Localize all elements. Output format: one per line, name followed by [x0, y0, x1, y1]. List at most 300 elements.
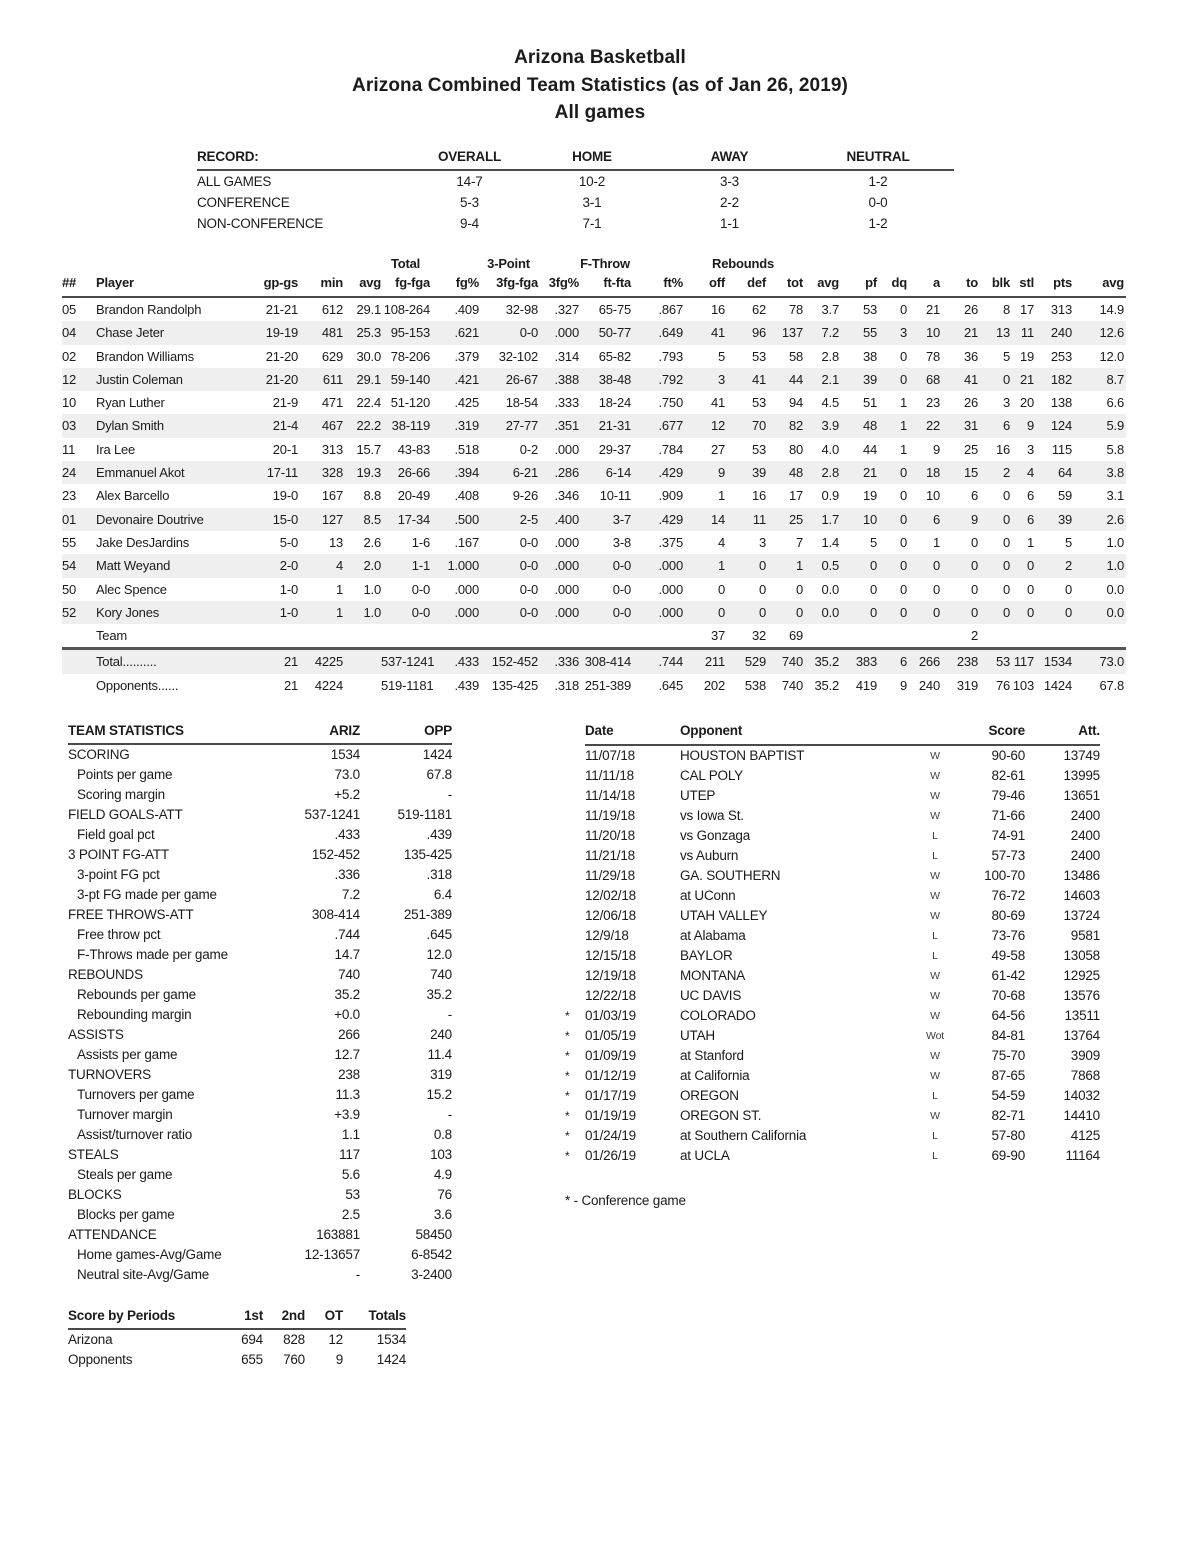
stat-cell: 1.0 [363, 604, 381, 620]
stat-cell [579, 624, 631, 647]
team-stat-ariz-value: .336 [334, 867, 360, 882]
conference-game-marker [565, 926, 585, 946]
stat-cell: .744 [658, 654, 683, 670]
stat-cell: 94 [788, 395, 803, 411]
stat-cell: 135-425 [491, 677, 538, 693]
stat-cell: .439 [454, 677, 479, 693]
game-date: 01/26/19 [585, 1148, 636, 1163]
stat-cell: 5 [869, 534, 877, 550]
record-value: 2-2 [720, 195, 739, 210]
schedule-game-row [565, 1126, 1100, 1146]
stat-cell: 740 [781, 677, 803, 693]
team-stat-ariz-value: .744 [334, 927, 360, 942]
team-stat-ariz-value: 7.2 [341, 887, 360, 902]
team-stat-label: Turnover margin [77, 1107, 173, 1122]
stat-cell: 15-0 [272, 511, 298, 527]
opponents-row [62, 674, 1126, 697]
schedule-game-row [565, 846, 1100, 866]
stat-cell: 8.7 [1106, 371, 1124, 387]
team-stat-opp-value: .318 [426, 867, 452, 882]
stat-cell [298, 624, 343, 647]
stat-cell: 29.1 [356, 371, 381, 387]
team-stat-label: FREE THROWS-ATT [68, 907, 194, 922]
game-score: 69-90 [991, 1148, 1025, 1163]
stat-cell: 30.0 [356, 348, 381, 364]
player-number: 24 [62, 465, 77, 481]
stat-cell: 6-21 [512, 465, 538, 481]
stat-cell: .408 [454, 488, 479, 504]
stat-cell: 22 [925, 418, 940, 434]
stat-cell: 3 [717, 371, 725, 387]
game-score: 71-66 [991, 808, 1025, 823]
game-score: 90-60 [991, 748, 1025, 763]
stat-cell: .336 [554, 654, 579, 670]
stat-cell: .388 [554, 371, 579, 387]
stat-cell: 5 [717, 348, 725, 364]
player-number: 03 [62, 418, 77, 434]
team-stat-opp-value: 35.2 [426, 987, 452, 1002]
stat-cell: 467 [321, 418, 343, 434]
team-stat-opp-value: 0.8 [433, 1127, 452, 1142]
stat-column-header: pf [865, 275, 877, 290]
team-stat-ariz-value: - [355, 1267, 360, 1282]
stat-cell: 1 [717, 488, 725, 504]
player-name: Ryan Luther [96, 395, 165, 411]
team-statistics-table [68, 720, 452, 1285]
stat-cell: 1424 [1043, 677, 1072, 693]
stat-cell: 0 [1002, 488, 1010, 504]
team-stat-opp-value: 15.2 [426, 1087, 452, 1102]
game-result: W [930, 1070, 940, 1082]
stat-cell: 0 [1026, 604, 1034, 620]
stat-cell: 55 [862, 325, 877, 341]
game-date: 01/24/19 [585, 1128, 636, 1143]
stat-cell: 95-153 [390, 325, 430, 341]
team-stats-header-ariz: ARIZ [329, 723, 360, 738]
stat-column-header: avg [1102, 275, 1124, 290]
stat-cell: 3.7 [821, 302, 839, 317]
conference-game-marker [565, 766, 585, 786]
stat-cell: 65-82 [598, 348, 631, 364]
stat-cell: 50-77 [598, 325, 631, 341]
record-row-label: NON-CONFERENCE [197, 216, 324, 231]
team-stat-row [68, 1085, 452, 1105]
conference-game-marker [565, 906, 585, 926]
schedule-rows [565, 746, 1100, 1166]
stat-cell: 78 [925, 348, 940, 364]
schedule-header-date: Date [585, 723, 614, 738]
record-header-overall: OVERALL [437, 149, 502, 164]
stat-cell: 319 [956, 677, 978, 693]
periods-value: 1424 [376, 1352, 406, 1367]
stat-cell: 3-8 [612, 534, 631, 550]
stat-cell: 10 [862, 511, 877, 527]
stat-cell: .429 [658, 465, 683, 481]
stat-cell: 3 [1026, 441, 1034, 457]
stat-column-header: ft% [663, 275, 683, 290]
game-attendance: 13724 [1063, 908, 1100, 923]
game-result: L [932, 1090, 938, 1102]
record-header-label: RECORD: [197, 149, 259, 164]
game-opponent: COLORADO [680, 1008, 756, 1023]
stat-cell: 3.1 [1106, 488, 1124, 504]
schedule-table [565, 720, 1100, 1166]
stat-cell: 2 [1064, 558, 1072, 574]
stat-cell: 0 [899, 534, 907, 550]
record-header-away: AWAY [710, 149, 749, 164]
stat-cell: 44 [862, 441, 877, 457]
stat-cell: .645 [658, 677, 683, 693]
player-number: 04 [62, 325, 77, 341]
stat-cell: 21-4 [272, 418, 298, 434]
team-stat-opp-value: 6-8542 [411, 1247, 452, 1262]
stat-cell: 0 [795, 581, 803, 597]
stat-cell: 80 [788, 441, 803, 457]
stat-cell [343, 624, 381, 647]
stat-cell [479, 624, 538, 647]
game-opponent: vs Gonzaga [680, 828, 751, 843]
stat-cell [343, 650, 381, 673]
stat-cell [978, 624, 1010, 647]
stat-cell: 17-34 [397, 511, 430, 527]
team-stat-row [68, 905, 452, 925]
game-attendance: 14410 [1063, 1108, 1100, 1123]
stat-cell: 5.8 [1106, 441, 1124, 457]
stat-cell: 0-0 [519, 534, 538, 550]
game-attendance: 13576 [1063, 988, 1100, 1003]
stat-cell: 21 [283, 677, 298, 693]
stat-cell: 53 [862, 302, 877, 317]
player-name: Devonaire Doutrive [96, 511, 204, 527]
stat-cell: 612 [321, 302, 343, 317]
periods-row-label: Opponents [68, 1352, 133, 1367]
stat-column-header-row [62, 272, 1126, 298]
stat-cell: 13 [995, 325, 1010, 341]
game-result: L [932, 1130, 938, 1142]
stat-cell: .000 [554, 604, 579, 620]
team-stat-opp-value: - [447, 1107, 452, 1122]
stat-cell: 6.6 [1106, 395, 1124, 411]
player-row [62, 414, 1126, 437]
team-stat-ariz-value: 308-414 [311, 907, 360, 922]
conference-game-marker: * [565, 1029, 570, 1043]
stat-cell: 1 [717, 558, 725, 574]
stat-cell: .518 [454, 441, 479, 457]
player-number [62, 624, 92, 647]
stat-cell: 251-389 [584, 677, 631, 693]
stat-cell: 21 [862, 465, 877, 481]
stat-cell: 31 [963, 418, 978, 434]
team-stat-row [68, 785, 452, 805]
record-value: 9-4 [460, 216, 479, 231]
schedule-game-row [565, 1046, 1100, 1066]
stat-cell: 1 [932, 534, 940, 550]
stat-cell: 73.0 [1099, 654, 1124, 670]
stat-cell: .433 [454, 654, 479, 670]
stat-cell: 5-0 [279, 534, 298, 550]
player-row [62, 578, 1126, 601]
stat-cell: 2.8 [821, 465, 839, 481]
stat-cell: 167 [321, 488, 343, 504]
stat-cell: 10 [925, 488, 940, 504]
stat-cell: 17-11 [266, 465, 298, 481]
schedule-game-row [565, 1026, 1100, 1046]
team-stat-row [68, 1185, 452, 1205]
total-row [62, 647, 1126, 673]
stat-cell: 25 [788, 511, 803, 527]
team-stat-label: Home games-Avg/Game [77, 1247, 222, 1262]
game-attendance: 13764 [1063, 1028, 1100, 1043]
team-stat-label: 3-pt FG made per game [77, 887, 217, 902]
game-opponent: at UCLA [680, 1148, 730, 1163]
stat-cell: 6 [1026, 488, 1034, 504]
schedule-game-row [565, 886, 1100, 906]
conference-game-marker [565, 846, 585, 866]
record-header-row [197, 147, 954, 171]
stat-cell: 53 [751, 441, 766, 457]
stat-cell: 19-19 [265, 325, 298, 341]
stat-cell: 138 [1050, 395, 1072, 411]
player-name: Dylan Smith [96, 418, 164, 434]
stat-column-header: min [320, 275, 343, 290]
stat-cell [877, 624, 907, 647]
team-stat-ariz-value: .433 [334, 827, 360, 842]
game-opponent: GA. SOUTHERN [680, 868, 781, 883]
team-stat-opp-value: - [447, 1007, 452, 1022]
stat-cell: 53 [751, 348, 766, 364]
title-subtitle: All games [554, 102, 646, 123]
stat-cell: 0 [899, 511, 907, 527]
stat-cell: 19.3 [356, 465, 381, 481]
stat-cell: 9 [932, 441, 940, 457]
stat-cell: 0 [899, 302, 907, 317]
stat-cell: 38-119 [391, 418, 430, 434]
team-stat-ariz-value: 266 [338, 1027, 360, 1042]
stat-cell: 0-0 [519, 325, 538, 341]
stat-cell: 25.3 [356, 325, 381, 341]
game-date: 12/06/18 [585, 908, 636, 923]
stat-column-header: avg [359, 275, 381, 290]
game-date: 11/20/18 [585, 828, 635, 843]
stat-cell: 15.7 [356, 441, 381, 457]
stat-column-header: gp-gs [263, 275, 298, 290]
record-header-home: HOME [572, 149, 612, 164]
stat-cell: 36 [963, 348, 978, 364]
stat-cell: 0-0 [519, 604, 538, 620]
team-stats-rows [68, 745, 452, 1285]
stat-cell: 1-1 [411, 558, 430, 574]
stat-cell: .314 [554, 348, 579, 364]
team-stat-row [68, 745, 452, 765]
stat-cell: .000 [454, 604, 479, 620]
stat-cell: 4225 [314, 654, 343, 670]
stat-cell: .327 [554, 302, 579, 317]
group-header-3point: 3-Point [487, 256, 530, 271]
stat-cell [1034, 624, 1072, 647]
game-score: 57-73 [991, 848, 1025, 863]
stat-cell: 1-0 [279, 604, 298, 620]
player-row [62, 391, 1126, 414]
stat-column-header: a [932, 275, 940, 290]
stat-cell: .792 [658, 371, 683, 387]
stat-cell: 16 [751, 488, 766, 504]
stat-cell: 1.000 [447, 558, 479, 574]
team-stat-label: SCORING [68, 747, 130, 762]
team-stat-row [68, 1105, 452, 1125]
schedule-game-row [565, 1066, 1100, 1086]
stat-cell: 0 [869, 604, 877, 620]
stat-cell: 9-26 [512, 488, 538, 504]
stat-cell: 32 [751, 628, 766, 644]
player-number: 02 [62, 348, 77, 364]
stat-cell: 32-98 [505, 302, 538, 317]
game-score: 74-91 [991, 828, 1025, 843]
game-date: 01/19/19 [585, 1108, 636, 1123]
stat-cell: 0 [1002, 534, 1010, 550]
schedule-game-row [565, 1006, 1100, 1026]
stat-cell: 14 [710, 511, 725, 527]
periods-value: 9 [335, 1352, 343, 1367]
game-date: 11/14/18 [585, 788, 635, 803]
stat-cell: 21-9 [272, 395, 298, 411]
team-stat-opp-value: 519-1181 [397, 807, 452, 822]
stat-cell: 68 [925, 371, 940, 387]
periods-value: 12 [328, 1332, 343, 1347]
stat-cell: 23 [925, 395, 940, 411]
team-stat-ariz-value: 163881 [316, 1227, 360, 1242]
stat-cell: .400 [554, 511, 579, 527]
stat-cell: 82 [788, 418, 803, 434]
stat-cell: 0 [899, 558, 907, 574]
team-stat-ariz-value: 12-13657 [304, 1247, 360, 1262]
team-stat-label: REBOUNDS [68, 967, 143, 982]
player-number: 52 [62, 604, 77, 620]
record-value: 14-7 [456, 174, 483, 189]
game-attendance: 13749 [1063, 748, 1100, 763]
game-attendance: 14603 [1063, 888, 1100, 903]
game-result: W [930, 1050, 940, 1062]
game-attendance: 3909 [1070, 1048, 1100, 1063]
stat-cell: 18-24 [598, 395, 631, 411]
team-stat-ariz-value: +0.0 [334, 1007, 360, 1022]
stat-cell: 3 [899, 325, 907, 341]
game-date: 01/03/19 [585, 1008, 636, 1023]
record-value: 7-1 [582, 216, 602, 231]
stat-cell: .394 [454, 465, 479, 481]
game-result: L [932, 830, 938, 842]
stat-cell: 0 [869, 581, 877, 597]
schedule-game-row [565, 1086, 1100, 1106]
stat-cell: 0.0 [821, 604, 839, 620]
schedule-game-row [565, 966, 1100, 986]
team-stat-ariz-value: 5.6 [341, 1167, 360, 1182]
stat-cell: 41 [963, 371, 978, 387]
player-row [62, 461, 1126, 484]
team-stat-ariz-value: 238 [338, 1067, 360, 1082]
team-stat-row [68, 1165, 452, 1185]
game-opponent: at California [680, 1068, 750, 1083]
team-stat-label: BLOCKS [68, 1187, 122, 1202]
stat-cell: 471 [321, 395, 343, 411]
stat-cell: 1 [899, 441, 907, 457]
schedule-game-row [565, 766, 1100, 786]
team-stat-opp-value: 3.6 [433, 1207, 452, 1222]
stat-cell: 26-66 [397, 465, 430, 481]
stat-column-header: fg-fga [395, 275, 430, 290]
stat-cell: 419 [855, 677, 877, 693]
game-date: 12/02/18 [585, 888, 636, 903]
game-result: L [932, 1150, 938, 1162]
game-result: W [930, 770, 940, 782]
stat-cell: 152-452 [491, 654, 538, 670]
stat-cell: 0 [758, 581, 766, 597]
player-row [62, 531, 1126, 554]
stat-cell: 124 [1050, 418, 1072, 434]
stat-cell: 5 [1064, 534, 1072, 550]
conference-game-marker: * [565, 1089, 570, 1103]
record-value: 3-3 [720, 174, 739, 189]
schedule-header-opponent: Opponent [680, 723, 743, 738]
player-row [62, 554, 1126, 577]
stat-cell: 0 [1002, 581, 1010, 597]
periods-value: 694 [241, 1332, 263, 1347]
schedule-game-row [565, 866, 1100, 886]
stat-cell: 0-0 [411, 604, 430, 620]
game-opponent: OREGON ST. [680, 1108, 762, 1123]
stat-cell: 59 [1057, 488, 1072, 504]
stat-cell: .286 [554, 465, 579, 481]
stat-cell: 1.0 [1106, 534, 1124, 550]
stat-cell: 27-77 [505, 418, 538, 434]
game-score: 54-59 [991, 1088, 1025, 1103]
stat-cell: .421 [454, 371, 479, 387]
player-number: 50 [62, 581, 77, 597]
stat-cell: 1.4 [821, 534, 839, 550]
player-name: Team [96, 628, 127, 644]
stat-cell: 308-414 [584, 654, 631, 670]
stat-cell: 1 [335, 604, 343, 620]
stat-cell: 117 [1013, 654, 1034, 670]
team-stat-ariz-value: 73.0 [334, 767, 360, 782]
team-stat-label: FIELD GOALS-ATT [68, 807, 183, 822]
stat-cell: 18 [925, 465, 940, 481]
team-stat-row [68, 1045, 452, 1065]
team-stat-opp-value: 3-2400 [411, 1267, 452, 1282]
stat-cell: 4224 [314, 677, 343, 693]
stat-cell: 20 [1019, 395, 1034, 411]
team-stat-label: Field goal pct [77, 827, 155, 842]
team-stat-row [68, 765, 452, 785]
stat-cell: 5 [1002, 348, 1010, 364]
team-stat-row [68, 1265, 452, 1285]
team-stat-label: Free throw pct [77, 927, 161, 942]
game-result: W [930, 890, 940, 902]
stat-cell: 2-0 [279, 558, 298, 574]
stat-cell: 41 [751, 371, 766, 387]
game-score: 49-58 [991, 948, 1025, 963]
stat-cell: 6 [1002, 418, 1010, 434]
record-value: 5-3 [460, 195, 479, 210]
team-stat-opp-value: .439 [426, 827, 452, 842]
stat-cell: 9 [717, 465, 725, 481]
stat-cell: 21-20 [265, 348, 298, 364]
stat-cell: 41 [710, 325, 725, 341]
game-attendance: 7868 [1070, 1068, 1100, 1083]
team-stat-label: Turnovers per game [77, 1087, 195, 1102]
schedule-game-row [565, 786, 1100, 806]
periods-row-label: Arizona [68, 1332, 113, 1347]
stat-cell: 48 [788, 465, 803, 481]
